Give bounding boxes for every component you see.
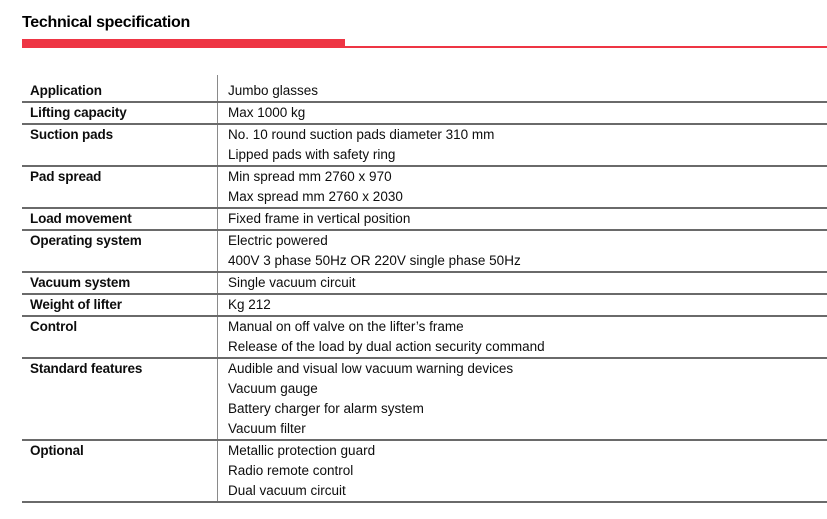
row-label: Suction pads [22, 125, 218, 165]
row-label: Operating system [22, 231, 218, 271]
row-value-line: Metallic protection guard [228, 443, 376, 458]
row-value-line: Electric powered [228, 233, 328, 248]
row-value-line: Max spread mm 2760 x 2030 [228, 189, 403, 204]
table-row [22, 359, 827, 441]
spec-table-body [22, 75, 827, 503]
row-values [218, 231, 827, 271]
table-row [22, 103, 827, 125]
row-label: Weight of lifter [22, 295, 218, 315]
table-row [22, 75, 827, 103]
row-label: Application [22, 75, 218, 101]
row-value-line: No. 10 round suction pads diameter 310 mm [228, 127, 495, 142]
row-values [218, 273, 827, 293]
row-values [218, 125, 827, 165]
row-value-line: Battery charger for alarm system [228, 401, 424, 416]
row-value-line: Max 1000 kg [228, 105, 306, 120]
row-label: Standard features [22, 359, 218, 439]
table-row [22, 167, 827, 209]
row-value-line: Dual vacuum circuit [228, 483, 346, 498]
row-label: Lifting capacity [22, 103, 218, 123]
row-value-line: Fixed frame in vertical position [228, 211, 411, 226]
row-label: Optional [22, 441, 218, 501]
table-row [22, 125, 827, 167]
table-row [22, 209, 827, 231]
title-rule [22, 39, 827, 48]
row-values [218, 359, 827, 439]
row-values [218, 441, 827, 501]
table-row [22, 441, 827, 503]
row-value-line: 400V 3 phase 50Hz OR 220V single phase 50Hz [228, 253, 521, 268]
table-row [22, 295, 827, 317]
title-rule-thick-bar [22, 39, 345, 48]
row-values [218, 103, 827, 123]
row-label: Load movement [22, 209, 218, 229]
row-value-line: Single vacuum circuit [228, 275, 356, 290]
row-value-line: Manual on off valve on the lifter’s frame [228, 319, 464, 334]
row-value-line: Vacuum filter [228, 421, 306, 436]
row-value-line: Audible and visual low vacuum warning devices [228, 361, 514, 376]
row-value-line: Min spread mm 2760 x 970 [228, 169, 392, 184]
row-values [218, 209, 827, 229]
row-value-line: Lipped pads with safety ring [228, 147, 396, 162]
row-value-line: Jumbo glasses [228, 83, 319, 98]
page-title: Technical specification [22, 14, 190, 31]
row-value-line: Radio remote control [228, 463, 354, 478]
row-label: Vacuum system [22, 273, 218, 293]
table-row [22, 317, 827, 359]
row-value-line: Kg 212 [228, 297, 271, 312]
row-value-line: Vacuum gauge [228, 381, 318, 396]
row-values [218, 167, 827, 207]
row-values [218, 295, 827, 315]
row-label: Control [22, 317, 218, 357]
row-value-line: Release of the load by dual action security command [228, 339, 545, 354]
table-row [22, 273, 827, 295]
row-values [218, 317, 827, 357]
row-values [218, 75, 827, 101]
table-row [22, 231, 827, 273]
row-label: Pad spread [22, 167, 218, 207]
